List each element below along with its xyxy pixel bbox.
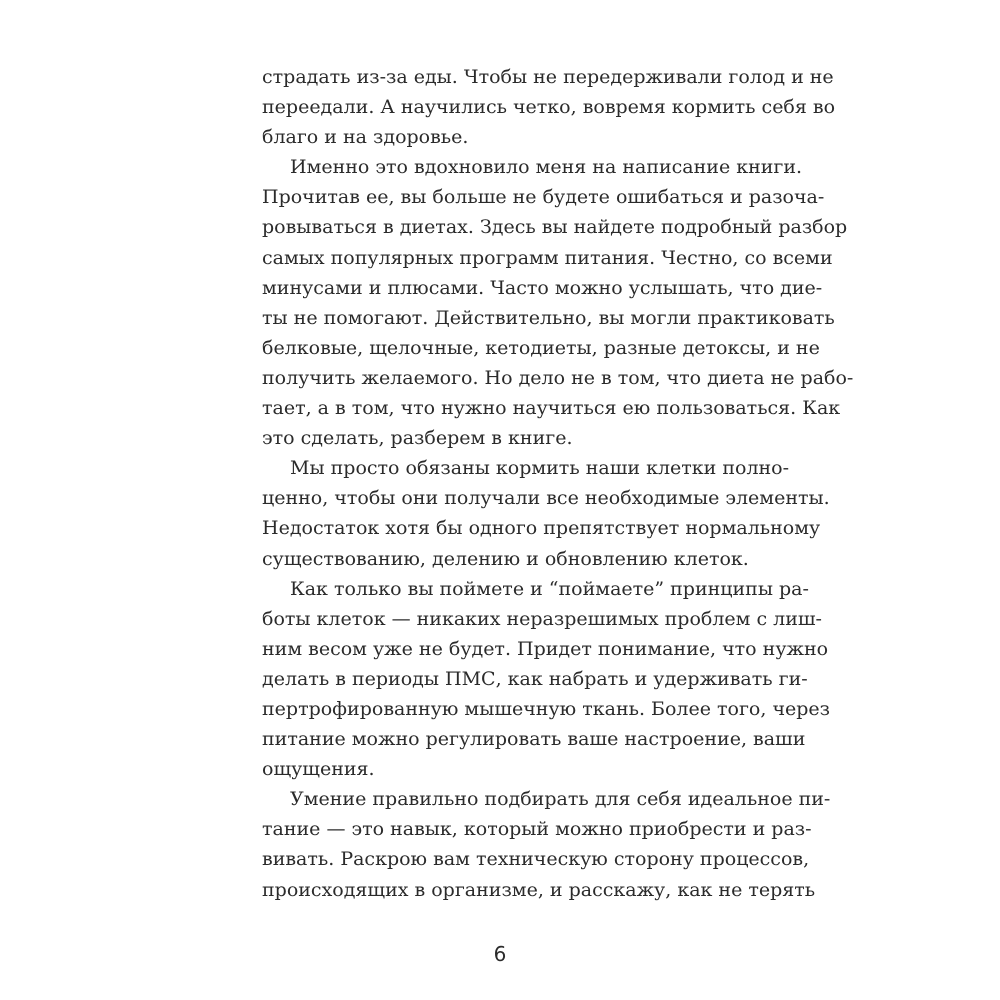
text-line: ценно, чтобы они получали все необходимые элементы. — [262, 487, 830, 510]
text-line: самых популярных программ питания. Честно, со всеми — [262, 246, 833, 269]
text-line: вивать. Раскрою вам техническую сторону процессов, — [262, 848, 810, 871]
text-line: тает, а в том, что нужно научиться ею пользоваться. Как — [262, 397, 841, 420]
text-line: боты клеток — никаких неразрешимых проблем с лиш- — [262, 607, 822, 630]
page-number: 6 — [493, 942, 507, 966]
text-line: Прочитав ее, вы больше не будете ошибаться и разоча- — [262, 186, 825, 209]
text-line: тание — это навык, который можно приобрести и раз- — [262, 818, 812, 841]
text-line: питание можно регулировать ваше настроение, ваши — [262, 728, 806, 751]
text-line: Умение правильно подбирать для себя идеальное пи- — [290, 788, 831, 811]
text-line: ощущения. — [262, 758, 375, 781]
text-line: Именно это вдохновило меня на написание книги. — [290, 156, 803, 179]
text-line: переедали. А научились четко, вовремя кормить себя во — [262, 96, 836, 119]
text-line: делать в периоды ПМС, как набрать и удерживать ги- — [262, 667, 808, 690]
text-line: это сделать, разберем в книге. — [262, 427, 573, 450]
text-line: Недостаток хотя бы одного препятствует нормальному — [262, 517, 821, 540]
text-line: Мы просто обязаны кормить наши клетки полно- — [290, 457, 790, 480]
text-line: пертрофированную мышечную ткань. Более того, через — [262, 697, 831, 720]
body-text — [262, 62, 854, 905]
text-line: существованию, делению и обновлению клеток. — [262, 547, 749, 570]
text-line: страдать из-за еды. Чтобы не передерживали голод и не — [262, 66, 834, 88]
text-line: белковые, щелочные, кетодиеты, разные детоксы, и не — [262, 336, 820, 359]
text-line: ровываться в диетах. Здесь вы найдете подробный разбор — [262, 216, 848, 239]
text-line: происходящих в организме, и расскажу, как не терять — [262, 878, 816, 901]
text-line: ты не помогают. Действительно, вы могли практиковать — [262, 306, 835, 329]
text-line: минусами и плюсами. Часто можно услышать, что дие- — [262, 276, 823, 299]
text-line: ним весом уже не будет. Придет понимание, что нужно — [262, 637, 829, 660]
text-line: Как только вы поймете и “поймаете” принципы ра- — [290, 577, 809, 600]
text-line: получить желаемого. Но дело не в том, что диета не рабо- — [262, 366, 854, 389]
text-line: благо и на здоровье. — [262, 126, 469, 149]
